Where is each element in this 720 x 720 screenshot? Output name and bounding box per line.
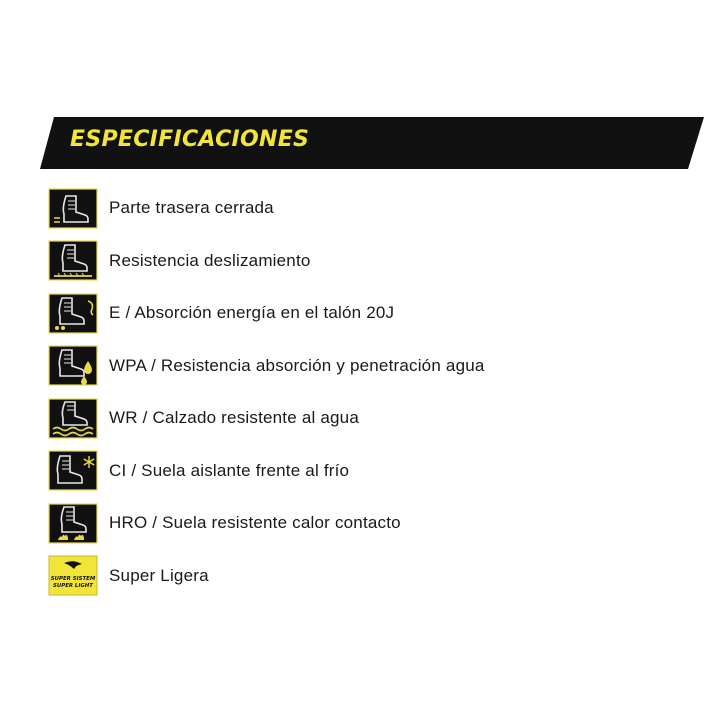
spec-item	[48, 497, 688, 550]
badge-text-line-1: SUPER SISTEM	[50, 576, 96, 583]
specifications-banner	[40, 117, 704, 169]
spec-label: HRO / Suela resistente calor contacto	[109, 513, 401, 533]
spec-item	[48, 287, 688, 340]
spec-item	[48, 182, 688, 235]
heel-energy-absorption-icon	[48, 293, 98, 334]
closed-heel-boot-icon	[48, 188, 98, 229]
badge-text-line-2: SUPER LIGHT	[53, 583, 93, 590]
super-light-badge-icon	[48, 555, 98, 596]
spec-label: WR / Calzado resistente al agua	[109, 408, 359, 428]
water-penetration-boot-icon	[48, 345, 98, 386]
water-resistant-boot-icon	[48, 398, 98, 439]
heat-resistant-sole-icon	[48, 503, 98, 544]
cold-insulation-boot-icon	[48, 450, 98, 491]
spec-label: Parte trasera cerrada	[109, 198, 274, 218]
spec-item	[48, 445, 688, 498]
slip-resistance-boot-icon	[48, 240, 98, 281]
specifications-list	[48, 182, 688, 602]
spec-label: CI / Suela aislante frente al frío	[109, 460, 350, 480]
spec-item	[48, 235, 688, 288]
spec-label: WPA / Resistencia absorción y penetración agua	[109, 355, 485, 375]
banner-title: ESPECIFICACIONES	[70, 127, 310, 152]
spec-label: E / Absorción energía en el talón 20J	[109, 303, 395, 323]
spec-item	[48, 340, 688, 393]
spec-item	[48, 392, 688, 445]
spec-item	[48, 550, 688, 603]
spec-label: Resistencia deslizamiento	[109, 250, 311, 270]
spec-label: Super Ligera	[109, 565, 209, 585]
